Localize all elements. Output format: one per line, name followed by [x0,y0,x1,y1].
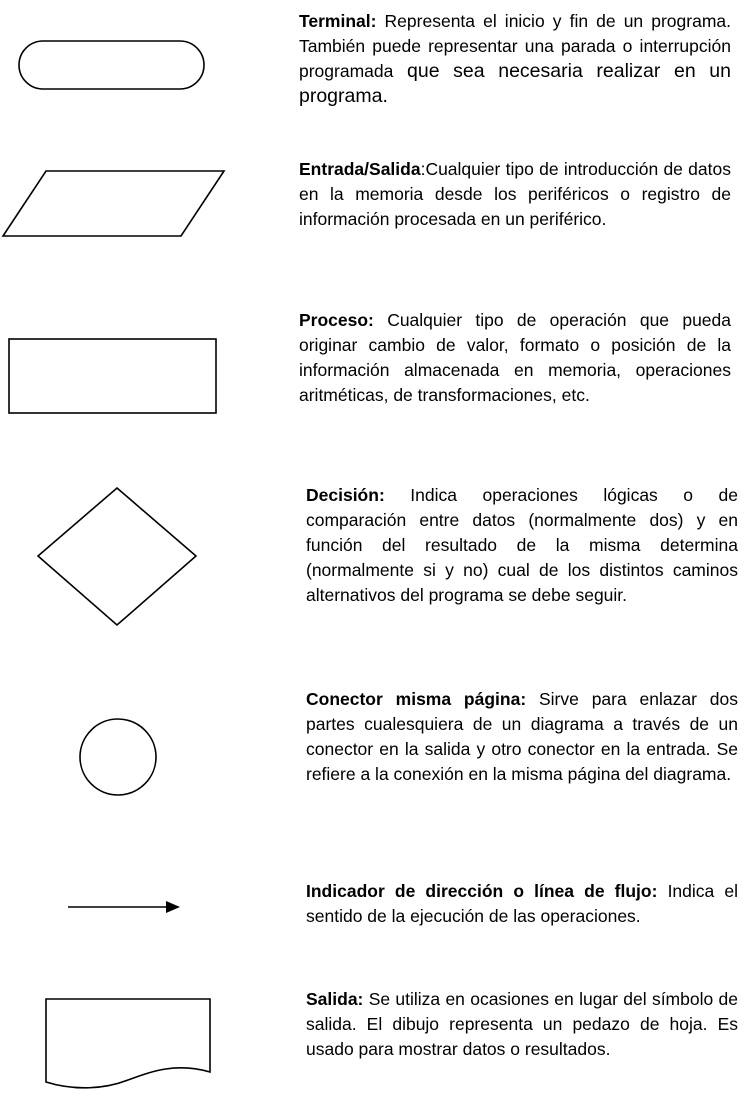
terminal-description [299,9,731,109]
process-description [299,308,731,408]
flow-line-term: Indicador de dirección o línea de flujo: [306,881,658,901]
flow-arrow-symbol [68,901,180,913]
decision-text: Indica operaciones lógicas o de comparación entre datos (normalmente dos) y en función del resultado de la misma determina (normalmente si y no) cual de los distintos caminos alternativos del programa se debe seguir. [306,485,738,605]
document-text: Se utiliza en ocasiones en lugar del símbolo de salida. El dibujo representa un pedazo de hoja. Es usado para mostrar datos o resultados. [306,989,738,1059]
document-description [306,987,738,1062]
connector-term: Conector misma página: [306,689,527,709]
terminal-symbol [19,41,204,89]
flow-line-description [306,879,738,929]
flow-line-text: Indica el sentido de la ejecución de las operaciones. [306,881,739,926]
decision-symbol [38,488,196,625]
decision-term: Decisión: [306,485,385,505]
connector-description [306,687,738,787]
terminal-text-end: que sea necesaria realizar en un programa. [299,60,731,107]
process-term: Proceso: [299,310,374,330]
input-output-description [299,157,731,232]
document-symbol [46,999,210,1088]
process-symbol [9,339,216,413]
document-term: Salida: [306,989,364,1009]
terminal-text: Representa el inicio y fin de un programa. También puede representar una parada o interrupción programada [299,11,731,81]
process-text: Cualquier tipo de operación que pueda originar cambio de valor, formato o posición de la información almacenada en memoria, operaciones aritméticas, de transformaciones, etc. [299,310,731,405]
terminal-term: Terminal: [299,11,377,31]
input-output-symbol [3,171,224,236]
connector-text: Sirve para enlazar dos partes cualesquiera de un diagrama a través de un conector en la salida y otro conector en la entrada. Se refiere a la conexión en la misma página del diagrama. [306,689,738,784]
input-output-term: Entrada/Salida [299,159,421,179]
decision-description [306,483,738,608]
connector-symbol [80,719,156,795]
input-output-text: :Cualquier tipo de introducción de datos en la memoria desde los periféricos o registro de información procesada en un periférico. [299,159,731,229]
